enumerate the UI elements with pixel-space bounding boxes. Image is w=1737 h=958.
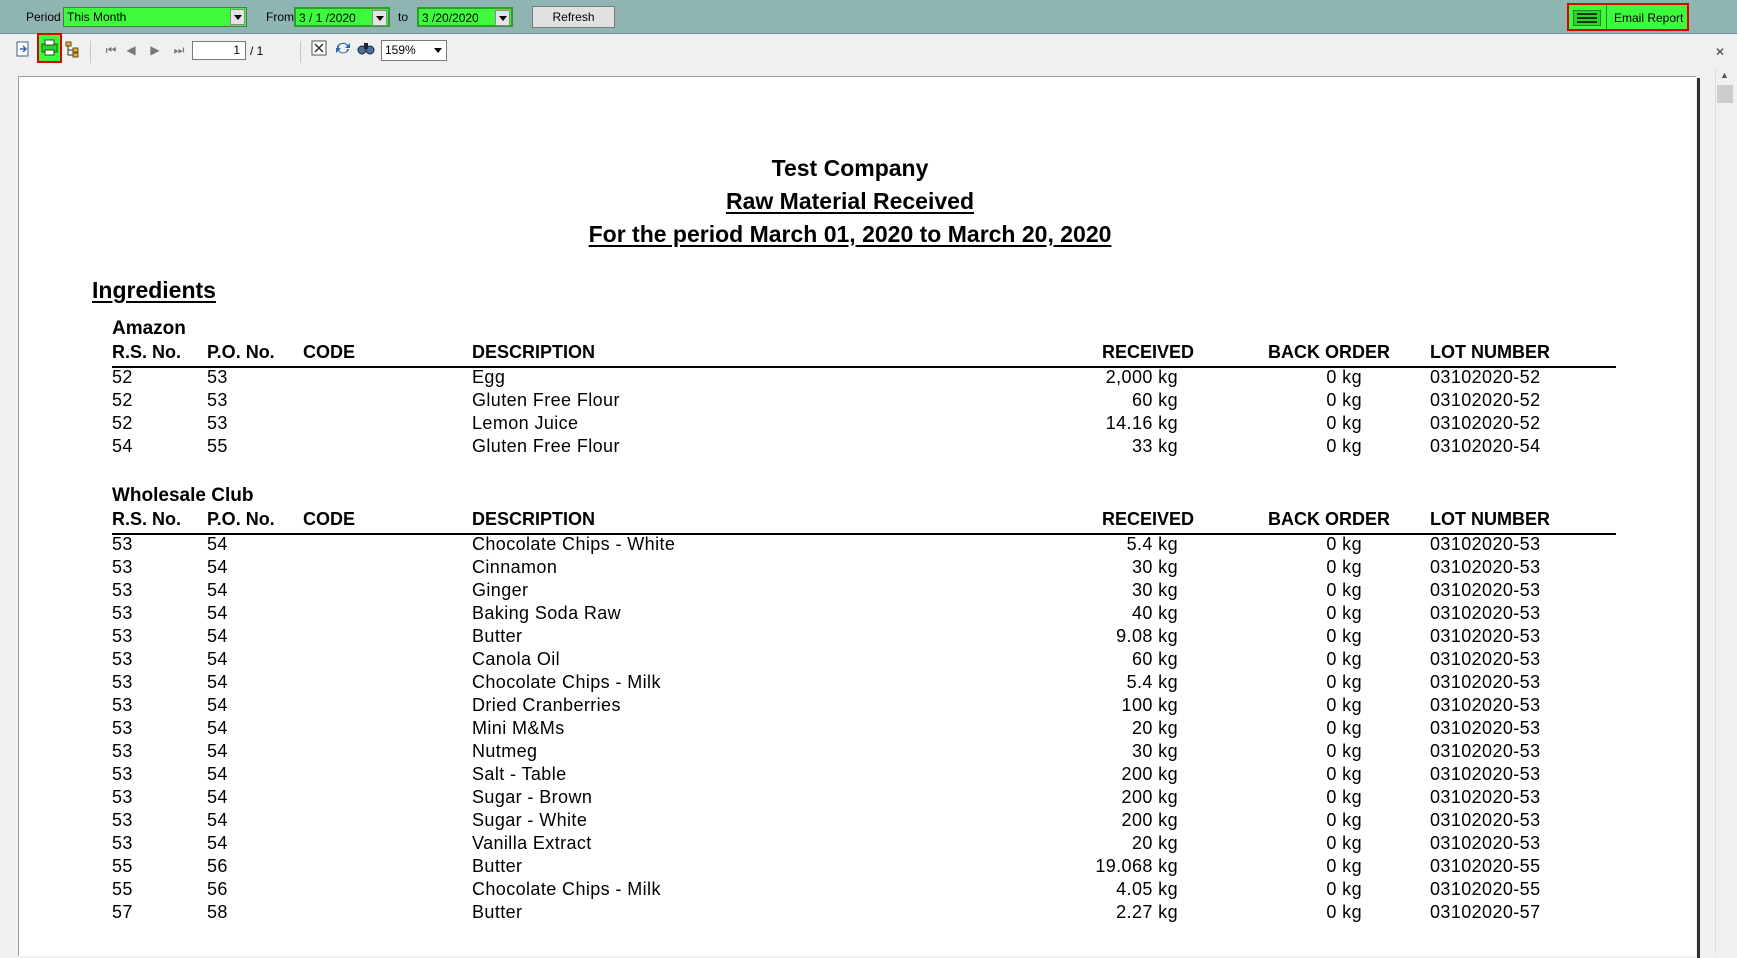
cell-recv: 200 kg: [1121, 764, 1178, 784]
cell-rs: 54: [112, 436, 133, 456]
cell-po: 54: [207, 649, 228, 669]
cell-back: 0 kg: [1326, 879, 1362, 899]
cell-recv: 30 kg: [1131, 741, 1178, 761]
search-icon[interactable]: [356, 40, 376, 60]
cell-rs: 53: [112, 580, 133, 600]
cell-rs: 53: [112, 626, 133, 646]
report-toolbar: [0, 35, 1737, 67]
from-date-picker[interactable]: [294, 7, 390, 27]
print-button[interactable]: [37, 33, 62, 63]
cell-rs: 53: [112, 810, 133, 830]
divider: [300, 41, 301, 63]
cell-lot: 03102020-53: [1430, 764, 1541, 784]
cell-po: 54: [207, 603, 228, 623]
cell-desc: Egg: [472, 367, 506, 387]
cell-rs: 57: [112, 902, 133, 922]
cell-lot: 03102020-53: [1430, 649, 1541, 669]
cell-back: 0 kg: [1326, 534, 1362, 554]
table-row: [0, 787, 1700, 810]
cell-po: 54: [207, 833, 228, 853]
cell-lot: 03102020-57: [1430, 902, 1541, 922]
cell-back: 0 kg: [1326, 603, 1362, 623]
cell-back: 0 kg: [1326, 580, 1362, 600]
cell-lot: 03102020-53: [1430, 534, 1541, 554]
cell-rs: 53: [112, 534, 133, 554]
page-number-input[interactable]: 1: [192, 41, 246, 60]
from-date-value: 3 / 1 /2020: [299, 11, 356, 25]
cell-lot: 03102020-53: [1430, 580, 1541, 600]
email-report-button[interactable]: Email Report: [1614, 11, 1684, 25]
table-row: [0, 672, 1700, 695]
cell-lot: 03102020-53: [1430, 557, 1541, 577]
cell-desc: Vanilla Extract: [472, 833, 592, 853]
cell-rs: 52: [112, 367, 133, 387]
cell-lot: 03102020-53: [1430, 741, 1541, 761]
cell-rs: 55: [112, 856, 133, 876]
divider: [90, 41, 91, 63]
table-row: [0, 879, 1700, 902]
cell-lot: 03102020-53: [1430, 787, 1541, 807]
cell-back: 0 kg: [1326, 413, 1362, 433]
table-row: [0, 695, 1700, 718]
cell-recv: 60 kg: [1131, 390, 1178, 410]
cell-lot: 03102020-53: [1430, 603, 1541, 623]
email-report-group: [1567, 3, 1689, 31]
cell-back: 0 kg: [1326, 764, 1362, 784]
cell-po: 54: [207, 580, 228, 600]
cell-back: 0 kg: [1326, 436, 1362, 456]
period-value: This Month: [67, 10, 127, 24]
column-header: R.S. No.: [112, 509, 182, 529]
first-page-icon[interactable]: ⏮: [105, 43, 117, 57]
table-row: [0, 741, 1700, 764]
cell-recv: 9.08 kg: [1116, 626, 1178, 646]
column-header: CODE: [303, 509, 356, 529]
company-name: Test Company: [771, 155, 929, 181]
cell-rs: 53: [112, 741, 133, 761]
cell-desc: Canola Oil: [472, 649, 561, 669]
cell-po: 56: [207, 879, 228, 899]
cell-back: 0 kg: [1326, 367, 1362, 387]
report-list-icon[interactable]: [1573, 10, 1601, 26]
cell-lot: 03102020-53: [1430, 810, 1541, 830]
cell-recv: 40 kg: [1131, 603, 1178, 623]
column-header: P.O. No.: [207, 342, 275, 362]
cell-lot: 03102020-53: [1430, 672, 1541, 692]
cell-lot: 03102020-53: [1430, 833, 1541, 853]
vendor-name: Wholesale Club: [112, 485, 254, 506]
cell-recv: 33 kg: [1131, 436, 1178, 456]
cell-po: 53: [207, 367, 228, 387]
cell-back: 0 kg: [1326, 856, 1362, 876]
page-total: / 1: [250, 44, 264, 58]
cell-rs: 53: [112, 672, 133, 692]
cell-po: 54: [207, 810, 228, 830]
column-header: DESCRIPTION: [472, 342, 596, 362]
table-row: [0, 603, 1700, 626]
table-row: [0, 557, 1700, 580]
column-header: BACK ORDER: [1268, 342, 1391, 362]
close-icon[interactable]: ✕: [1715, 45, 1726, 59]
period-select[interactable]: [63, 7, 247, 27]
cell-desc: Cinnamon: [472, 557, 558, 577]
table-row: [0, 718, 1700, 741]
cell-desc: Chocolate Chips - Milk: [472, 672, 661, 692]
chevron-down-icon[interactable]: [372, 10, 387, 26]
cell-rs: 53: [112, 695, 133, 715]
cell-po: 54: [207, 672, 228, 692]
cell-recv: 60 kg: [1131, 649, 1178, 669]
cell-rs: 55: [112, 879, 133, 899]
table-row: [0, 580, 1700, 603]
cell-po: 54: [207, 787, 228, 807]
cell-desc: Butter: [472, 856, 523, 876]
vendor-name: Amazon: [112, 318, 186, 339]
cell-rs: 52: [112, 413, 133, 433]
cell-rs: 53: [112, 718, 133, 738]
cell-rs: 53: [112, 787, 133, 807]
table-row: [0, 436, 1700, 459]
cell-lot: 03102020-55: [1430, 856, 1541, 876]
cell-desc: Mini M&Ms: [472, 718, 565, 738]
cell-lot: 03102020-52: [1430, 413, 1541, 433]
table-row: [0, 367, 1700, 390]
table-row: [0, 626, 1700, 649]
divider: [1606, 5, 1607, 29]
cell-desc: Baking Soda Raw: [472, 603, 622, 623]
cell-desc: Lemon Juice: [472, 413, 579, 433]
cell-back: 0 kg: [1326, 810, 1362, 830]
table-row: [0, 649, 1700, 672]
cell-desc: Sugar - White: [472, 810, 588, 830]
cell-back: 0 kg: [1326, 833, 1362, 853]
cell-lot: 03102020-52: [1430, 390, 1541, 410]
cell-recv: 30 kg: [1131, 580, 1178, 600]
table-row: [0, 534, 1700, 557]
cell-rs: 53: [112, 603, 133, 623]
cell-back: 0 kg: [1326, 718, 1362, 738]
cell-recv: 2,000 kg: [1105, 367, 1178, 387]
cell-back: 0 kg: [1326, 557, 1362, 577]
cell-po: 53: [207, 413, 228, 433]
cell-po: 54: [207, 764, 228, 784]
cell-recv: 200 kg: [1121, 787, 1178, 807]
cell-back: 0 kg: [1326, 649, 1362, 669]
cell-lot: 03102020-53: [1430, 718, 1541, 738]
column-header: DESCRIPTION: [472, 509, 596, 529]
cell-desc: Chocolate Chips - Milk: [472, 879, 661, 899]
table-row: [0, 390, 1700, 413]
cell-back: 0 kg: [1326, 902, 1362, 922]
cell-lot: 03102020-53: [1430, 626, 1541, 646]
to-date-value: 3 /20/2020: [422, 11, 479, 25]
vertical-scrollbar[interactable]: [1715, 68, 1734, 954]
table-row: [0, 413, 1700, 436]
to-label: to: [398, 10, 409, 24]
cell-desc: Chocolate Chips - White: [472, 534, 676, 554]
zoom-value: 159%: [385, 43, 416, 57]
cell-po: 58: [207, 902, 228, 922]
cell-po: 53: [207, 390, 228, 410]
cell-back: 0 kg: [1326, 787, 1362, 807]
cell-desc: Nutmeg: [472, 741, 538, 761]
cell-lot: 03102020-53: [1430, 695, 1541, 715]
cell-po: 54: [207, 718, 228, 738]
cell-po: 54: [207, 695, 228, 715]
table-row: [0, 902, 1700, 925]
cell-back: 0 kg: [1326, 741, 1362, 761]
table-row: [0, 833, 1700, 856]
cell-recv: 5.4 kg: [1126, 672, 1178, 692]
group-tree-icon[interactable]: [63, 40, 83, 60]
previous-page-icon[interactable]: ◀: [126, 43, 136, 57]
cell-recv: 5.4 kg: [1126, 534, 1178, 554]
table-row: [0, 764, 1700, 787]
cell-desc: Salt - Table: [472, 764, 567, 784]
chevron-down-icon[interactable]: [230, 9, 245, 25]
cell-lot: 03102020-52: [1430, 367, 1541, 387]
scroll-up-icon[interactable]: ▲: [1720, 70, 1729, 80]
cell-po: 54: [207, 626, 228, 646]
chevron-down-icon[interactable]: [495, 10, 510, 26]
zoom-select[interactable]: [381, 40, 447, 61]
column-header: LOT NUMBER: [1430, 342, 1550, 362]
report-period: For the period March 01, 2020 to March 20, 2020: [588, 221, 1112, 247]
column-header: CODE: [303, 342, 356, 362]
cell-recv: 30 kg: [1131, 557, 1178, 577]
cell-po: 55: [207, 436, 228, 456]
parameter-bar: [0, 0, 1737, 34]
cell-po: 54: [207, 741, 228, 761]
cell-lot: 03102020-55: [1430, 879, 1541, 899]
column-header: LOT NUMBER: [1430, 509, 1550, 529]
column-header: BACK ORDER: [1268, 509, 1391, 529]
from-label: From: [266, 10, 294, 24]
cell-recv: 200 kg: [1121, 810, 1178, 830]
cell-back: 0 kg: [1326, 695, 1362, 715]
cell-recv: 2.27 kg: [1116, 902, 1178, 922]
cell-recv: 20 kg: [1131, 718, 1178, 738]
next-page-icon[interactable]: ▶: [150, 43, 160, 57]
table-row: [0, 810, 1700, 833]
refresh-icon[interactable]: [333, 40, 353, 60]
cell-rs: 53: [112, 557, 133, 577]
cell-rs: 52: [112, 390, 133, 410]
scrollbar-thumb[interactable]: [1717, 85, 1733, 103]
cell-back: 0 kg: [1326, 626, 1362, 646]
period-label: Period: [26, 10, 61, 24]
cell-po: 54: [207, 534, 228, 554]
column-header: P.O. No.: [207, 509, 275, 529]
export-icon[interactable]: [13, 40, 33, 60]
cell-po: 54: [207, 557, 228, 577]
cell-desc: Gluten Free Flour: [472, 436, 620, 456]
cell-rs: 53: [112, 764, 133, 784]
table-row: [0, 856, 1700, 879]
cell-rs: 53: [112, 649, 133, 669]
cell-rs: 53: [112, 833, 133, 853]
column-header: R.S. No.: [112, 342, 182, 362]
cell-lot: 03102020-54: [1430, 436, 1541, 456]
cell-desc: Ginger: [472, 580, 529, 600]
column-header: RECEIVED: [1102, 509, 1195, 529]
report-title: Raw Material Received: [725, 188, 974, 214]
close-view-icon[interactable]: [309, 40, 329, 60]
printer-icon: [39, 35, 60, 61]
cell-desc: Butter: [472, 902, 523, 922]
section-title: Ingredients: [92, 277, 216, 303]
last-page-icon[interactable]: ⏭: [173, 43, 185, 57]
cell-po: 56: [207, 856, 228, 876]
cell-back: 0 kg: [1326, 390, 1362, 410]
cell-desc: Dried Cranberries: [472, 695, 621, 715]
cell-recv: 4.05 kg: [1116, 879, 1178, 899]
cell-recv: 14.16 kg: [1105, 413, 1178, 433]
cell-recv: 19.068 kg: [1095, 856, 1178, 876]
cell-back: 0 kg: [1326, 672, 1362, 692]
cell-recv: 20 kg: [1131, 833, 1178, 853]
column-header: RECEIVED: [1102, 342, 1195, 362]
cell-desc: Gluten Free Flour: [472, 390, 620, 410]
to-date-picker[interactable]: [417, 7, 513, 27]
cell-recv: 100 kg: [1121, 695, 1178, 715]
refresh-button[interactable]: Refresh: [532, 6, 615, 28]
cell-desc: Sugar - Brown: [472, 787, 593, 807]
cell-desc: Butter: [472, 626, 523, 646]
